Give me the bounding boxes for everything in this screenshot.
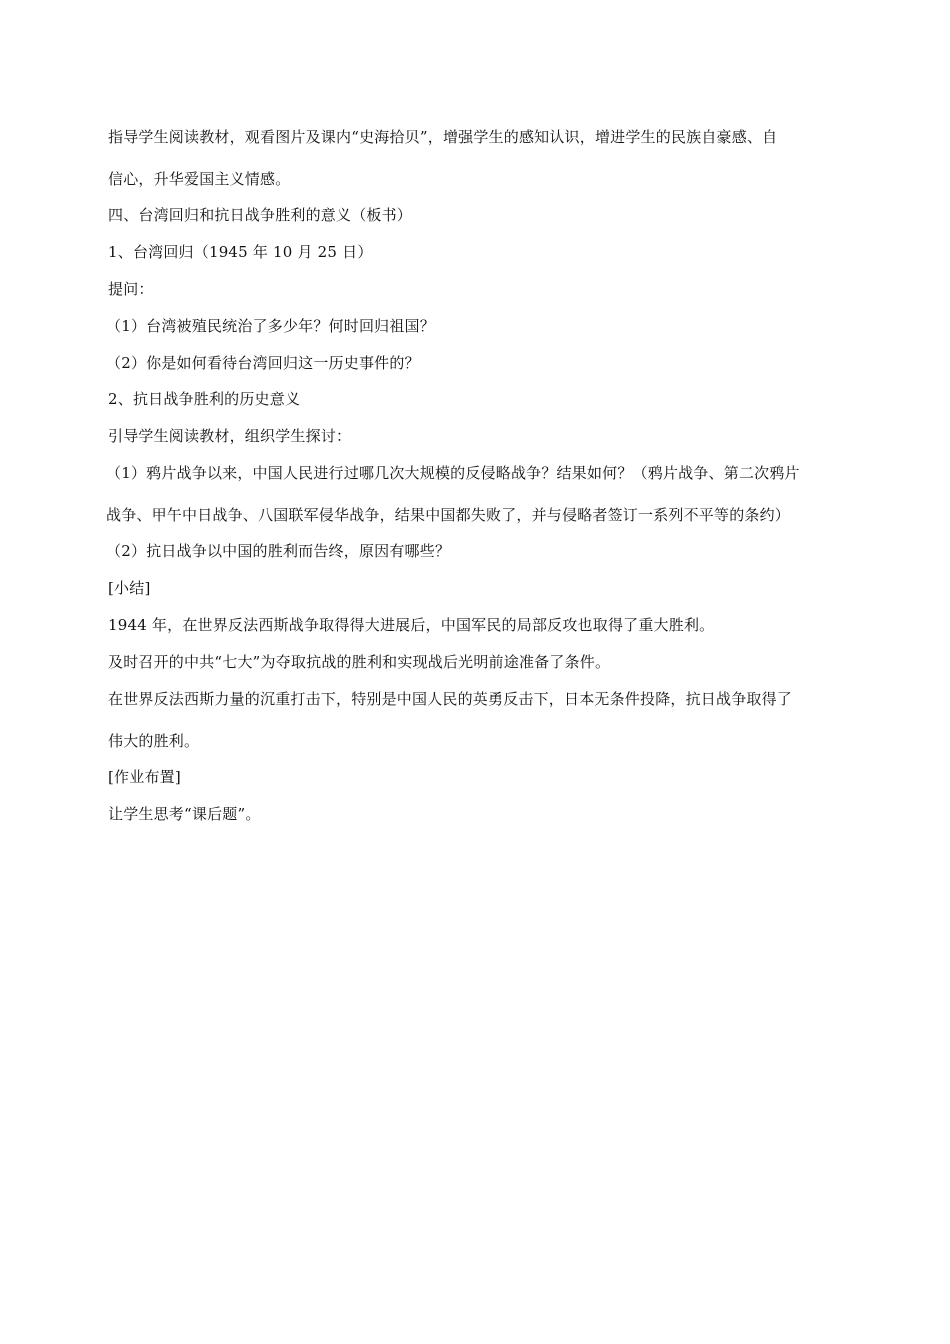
discussion-question-1-line-2: 战争、甲午中日战争、八国联军侵华战争，结果中国都失败了，并与侵略者签订一系列不平等的条约） xyxy=(106,506,791,524)
discussion-question-2: （2）抗日战争以中国的胜利而告终，原因有哪些？ xyxy=(106,542,451,560)
summary-label: [小结] xyxy=(108,579,151,597)
homework-label: [作业布置] xyxy=(108,768,181,786)
summary-line-2: 及时召开的中共“七大”为夺取抗战的胜利和实现战后光明前途准备了条件。 xyxy=(108,653,611,671)
summary-line-1: 1944 年，在世界反法西斯战争取得得大进展后，中国军民的局部反攻也取得了重大胜利。 xyxy=(108,616,715,634)
guide-line: 引导学生阅读教材，组织学生探讨： xyxy=(108,427,352,445)
subheading-taiwan-return: 1、台湾回归（1945 年 10 月 25 日） xyxy=(108,243,373,261)
homework-line: 让学生思考“课后题”。 xyxy=(108,805,261,823)
summary-line-3: 在世界反法西斯力量的沉重打击下，特别是中国人民的英勇反击下，日本无条件投降，抗日战争取得了 xyxy=(108,690,793,708)
subheading-war-significance: 2、抗日战争胜利的历史意义 xyxy=(108,390,301,408)
paragraph-line-2: 信心，升华爱国主义情感。 xyxy=(108,170,291,188)
discussion-question-1-line-1: （1）鸦片战争以来，中国人民进行过哪几次大规模的反侵略战争？结果如何？（鸦片战争、第二次鸦片 xyxy=(106,464,800,482)
section-heading: 四、台湾回归和抗日战争胜利的意义（板书） xyxy=(108,206,413,224)
paragraph-line-1: 指导学生阅读教材，观看图片及课内“史海拾贝”，增强学生的感知认识，增进学生的民族自豪感、自 xyxy=(108,128,778,146)
question-1: （1）台湾被殖民统治了多少年？何时回归祖国？ xyxy=(106,317,435,335)
question-label: 提问： xyxy=(108,280,154,298)
summary-line-4: 伟大的胜利。 xyxy=(108,732,200,750)
question-2: （2）你是如何看待台湾回归这一历史事件的？ xyxy=(106,354,420,372)
